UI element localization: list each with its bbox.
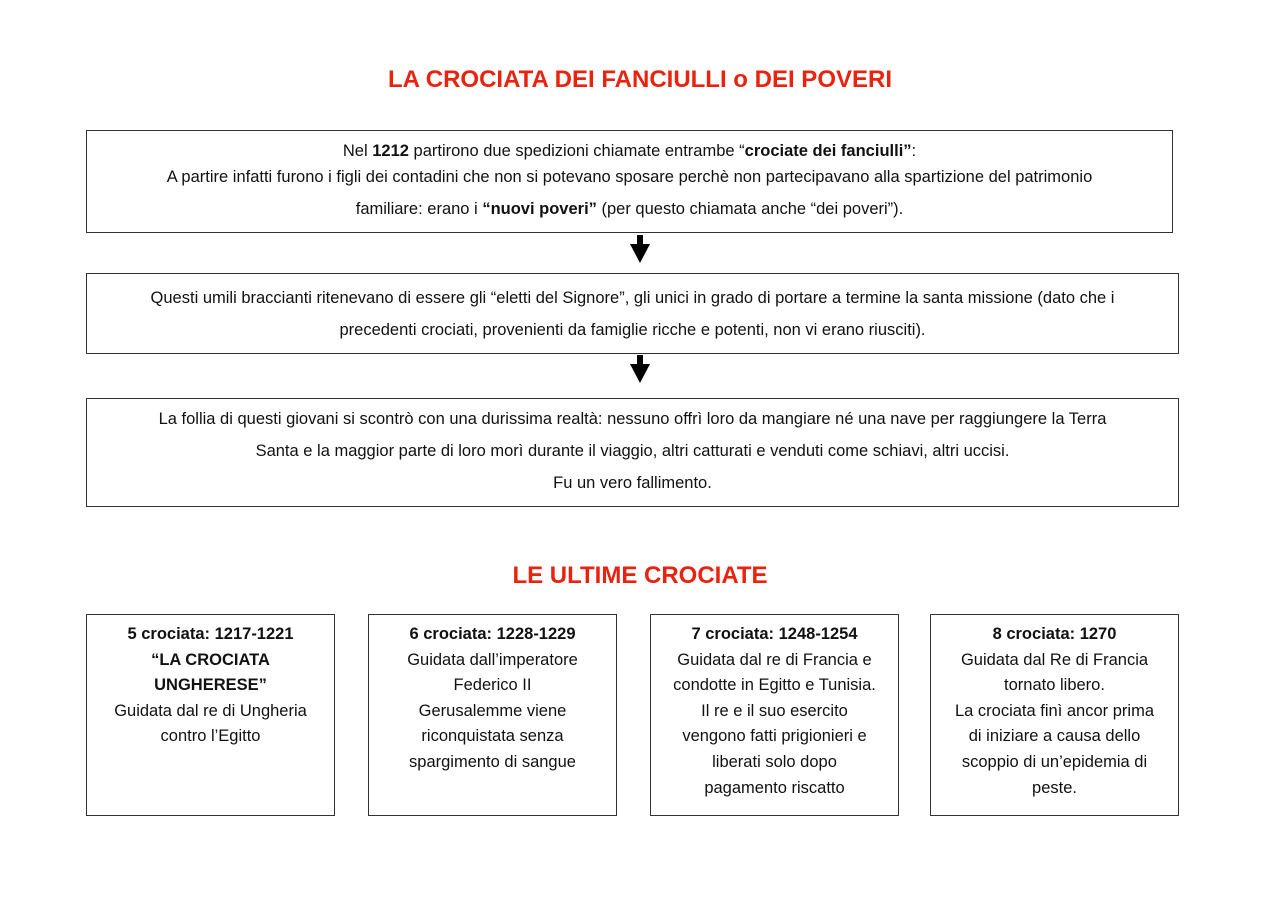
heading: 6 crociata: 1228-1229	[409, 625, 576, 643]
title-last-crusades: LE ULTIME CROCIATE	[512, 562, 768, 589]
text: Guidata dal re di Francia e	[677, 650, 872, 669]
text: contro l’Egitto	[160, 727, 261, 746]
text: A partire infatti furono i figli dei contadini che non si potevano sposare perchè non partecipavano alla spartizione del patrimonio	[166, 168, 1093, 186]
text: tornato libero.	[1004, 676, 1105, 695]
text: Fu un vero fallimento.	[553, 474, 712, 492]
text: pagamento riscatto	[704, 778, 845, 797]
text: vengono fatti prigionieri e	[682, 727, 867, 746]
text: familiare: erano i	[355, 200, 483, 218]
heading: 7 crociata: 1248-1254	[691, 625, 858, 643]
text: (per questo chiamata anche “dei poveri”).	[596, 200, 904, 218]
text: Gerusalemme viene	[418, 701, 567, 720]
box-failure	[86, 398, 1179, 507]
crusade-6-box	[368, 614, 617, 816]
box-chosen-of-the-lord	[86, 273, 1179, 354]
crusade-7-box	[650, 614, 899, 816]
text: 1212	[372, 142, 409, 160]
text: Nel	[342, 142, 373, 160]
text: “nuovi poveri”	[482, 200, 597, 218]
text: spargimento di sangue	[409, 752, 576, 771]
text: partirono due spedizioni chiamate entrambe “	[408, 142, 745, 160]
box-1212-expeditions	[86, 130, 1173, 233]
text: Santa e la maggior parte di loro morì durante il viaggio, altri catturati e venduti come schiavi, altri uccisi.	[255, 442, 1010, 460]
text: crociate dei fanciulli”	[744, 142, 912, 160]
text: :	[911, 142, 917, 160]
heading: 8 crociata: 1270	[992, 625, 1117, 643]
text: Federico II	[453, 676, 532, 695]
title-children-crusade: LA CROCIATA DEI FANCIULLI o DEI POVERI	[388, 66, 892, 93]
heading: “LA CROCIATA	[151, 650, 270, 669]
text: La crociata finì ancor prima	[954, 701, 1154, 720]
text: Il re e il suo esercito	[701, 701, 848, 720]
heading: UNGHERESE”	[154, 676, 267, 695]
text: precedenti crociati, provenienti da famiglie ricche e potenti, non vi erano riusciti).	[339, 321, 926, 339]
text: liberati solo dopo	[712, 752, 837, 771]
text: Guidata dal re di Ungheria	[114, 701, 307, 720]
crusade-8-box	[930, 614, 1179, 816]
text: di iniziare a causa dello	[968, 727, 1141, 746]
text: scoppio di un’epidemia di	[961, 752, 1148, 771]
text: Guidata dal Re di Francia	[960, 650, 1149, 669]
heading: 5 crociata: 1217-1221	[127, 625, 294, 643]
text: peste.	[1032, 778, 1077, 797]
text: La follia di questi giovani si scontrò con una durissima realtà: nessuno offrì loro da mangiare né una nave per raggiungere la Terra	[158, 410, 1107, 428]
text: Guidata dall’imperatore	[407, 650, 578, 669]
text: condotte in Egitto e Tunisia.	[673, 676, 876, 695]
text: Questi umili braccianti ritenevano di essere gli “eletti del Signore”, gli unici in grado di portare a termine la santa missione (dato che i	[150, 289, 1115, 307]
text: riconquistata senza	[421, 727, 564, 746]
crusade-5-box	[86, 614, 335, 816]
